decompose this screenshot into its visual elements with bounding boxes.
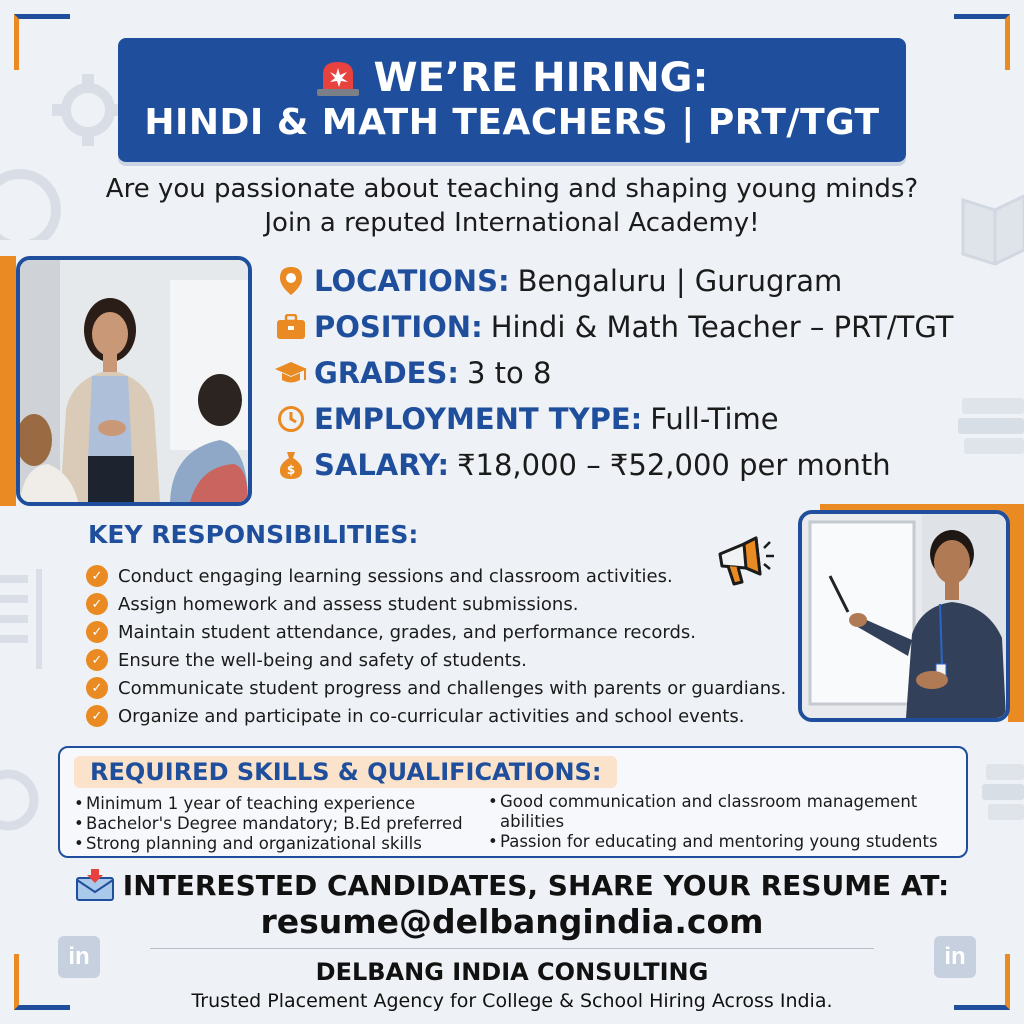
list-item: • Bachelor's Degree mandatory; B.Ed preferred xyxy=(74,814,484,834)
money-bag-icon xyxy=(274,448,308,482)
teacher-photo-male xyxy=(798,510,1010,722)
hiring-banner xyxy=(118,38,906,162)
detail-value: 3 to 8 xyxy=(466,356,552,390)
document-lines-icon xyxy=(0,565,46,675)
location-pin-icon xyxy=(274,264,308,298)
book-stack-icon-right xyxy=(982,760,1024,830)
teacher-photo-female xyxy=(16,256,252,506)
book-icon xyxy=(955,170,1024,270)
corner-bracket-top-left xyxy=(14,14,70,70)
detail-value: ₹18,000 – ₹52,000 per month xyxy=(457,448,891,482)
accent-strip-right xyxy=(1008,508,1024,722)
list-item xyxy=(86,702,806,730)
cta-text: INTERESTED CANDIDATES, SHARE YOUR RESUME AT: xyxy=(122,868,950,902)
responsibilities-title: KEY RESPONSIBILITIES: xyxy=(88,520,419,549)
detail-salary xyxy=(274,442,994,488)
detail-grades xyxy=(274,350,994,396)
list-item xyxy=(86,674,806,702)
responsibilities-list xyxy=(86,562,806,730)
banner-line2: HINDI & MATH TEACHERS | PRT/TGT xyxy=(144,101,880,143)
skills-box xyxy=(58,746,968,858)
skills-list-right xyxy=(488,792,964,852)
list-item: • Minimum 1 year of teaching experience xyxy=(74,794,484,814)
banner-line1: WE’RE HIRING: xyxy=(373,54,709,101)
responsibility-text: Maintain student attendance, grades, and performance records. xyxy=(118,621,696,643)
clock-icon xyxy=(274,402,308,436)
check-circle-icon: ✓ xyxy=(86,621,108,643)
detail-value: Full-Time xyxy=(650,402,779,436)
list-item xyxy=(86,618,806,646)
skills-list-left xyxy=(74,794,484,854)
corner-bracket-top-right xyxy=(954,14,1010,70)
list-item: • Good communication and classroom management abilities xyxy=(488,792,964,832)
list-item: • Passion for educating and mentoring young students xyxy=(488,832,964,852)
detail-employment-type xyxy=(274,396,994,442)
check-circle-icon: ✓ xyxy=(86,593,108,615)
divider xyxy=(150,948,874,949)
detail-position xyxy=(274,304,994,350)
linkedin-icon-right[interactable]: in xyxy=(934,936,976,978)
contact-email[interactable]: resume@delbangindia.com xyxy=(260,902,764,941)
svg-text:$: $ xyxy=(286,463,296,477)
detail-label: POSITION: xyxy=(314,310,483,344)
detail-value: Bengaluru | Gurugram xyxy=(517,264,843,298)
check-circle-icon: ✓ xyxy=(86,565,108,587)
briefcase-icon xyxy=(274,310,308,344)
responsibility-text: Communicate student progress and challenges with parents or guardians. xyxy=(118,677,787,699)
list-item xyxy=(86,590,806,618)
detail-label: LOCATIONS: xyxy=(314,264,510,298)
envelope-icon xyxy=(75,868,115,902)
responsibility-text: Organize and participate in co-curricular activities and school events. xyxy=(118,705,745,727)
job-details xyxy=(274,258,994,488)
call-to-action xyxy=(0,868,1024,902)
accent-strip-left xyxy=(0,256,16,506)
company-name: DELBANG INDIA CONSULTING xyxy=(315,958,709,986)
banner-headline xyxy=(315,56,708,100)
detail-value: Hindi & Math Teacher – PRT/TGT xyxy=(490,310,954,344)
detail-locations xyxy=(274,258,994,304)
list-item: • Strong planning and organizational skills xyxy=(74,834,484,854)
list-item xyxy=(86,562,806,590)
detail-label: GRADES: xyxy=(314,356,459,390)
check-circle-icon: ✓ xyxy=(86,705,108,727)
responsibility-text: Conduct engaging learning sessions and classroom activities. xyxy=(118,565,673,587)
check-circle-icon: ✓ xyxy=(86,677,108,699)
siren-icon xyxy=(315,60,361,96)
responsibility-text: Assign homework and assess student submissions. xyxy=(118,593,579,615)
skills-title: REQUIRED SKILLS & QUALIFICATIONS: xyxy=(74,756,617,788)
intro-text: Are you passionate about teaching and shaping young minds? Join a reputed International Academy! xyxy=(105,174,919,238)
check-circle-icon: ✓ xyxy=(86,649,108,671)
linkedin-icon-left[interactable]: in xyxy=(58,936,100,978)
list-item xyxy=(86,646,806,674)
detail-label: EMPLOYMENT TYPE: xyxy=(314,402,643,436)
responsibility-text: Ensure the well-being and safety of students. xyxy=(118,649,527,671)
detail-label: SALARY: xyxy=(314,448,450,482)
graduation-cap-icon xyxy=(274,356,308,390)
gear-icon-left xyxy=(0,760,46,840)
company-tagline: Trusted Placement Agency for College & School Hiring Across India. xyxy=(191,990,833,1012)
